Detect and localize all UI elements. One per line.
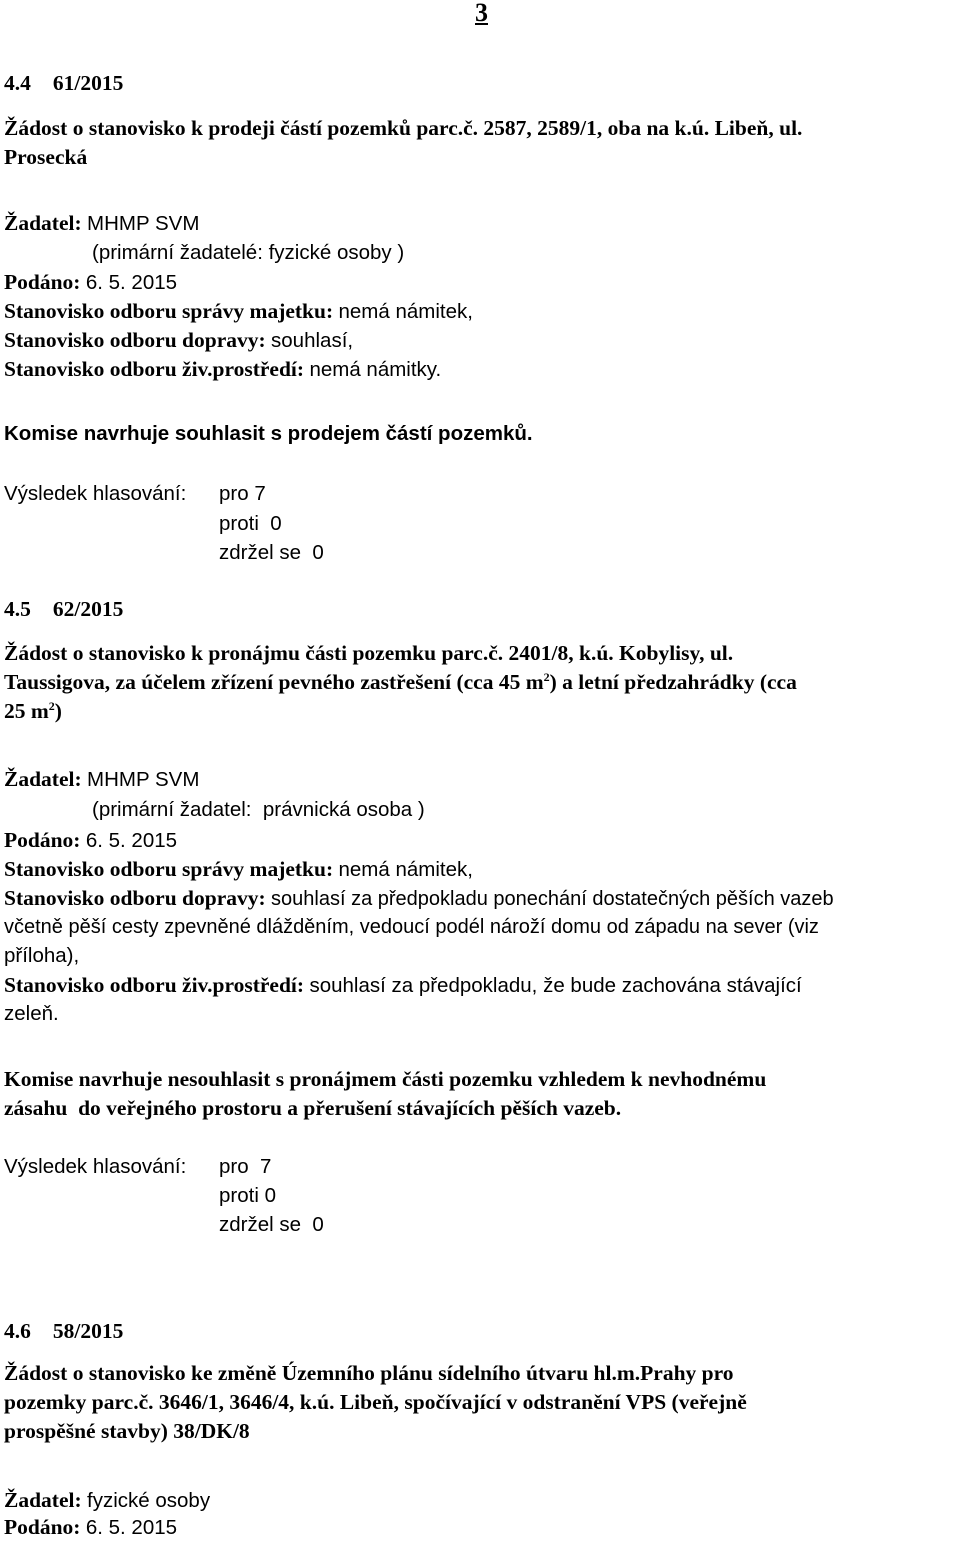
superscript: 2 bbox=[48, 699, 55, 713]
opinion-label: Stanovisko odboru správy majetku: bbox=[4, 299, 334, 323]
opinion-row bbox=[4, 330, 353, 352]
submitted-label: Podáno: bbox=[4, 1515, 81, 1539]
opinion-text: souhlasí za předpokladu, že bude zachována stávající bbox=[309, 974, 802, 997]
vote-for: pro 7 bbox=[219, 1155, 272, 1178]
opinion-text: nemá námitek, bbox=[338, 858, 473, 881]
commission-proposal: Komise navrhuje nesouhlasit s pronájmem části pozemku vzhledem k nevhodnému bbox=[4, 1067, 767, 1091]
subject-text: 25 m bbox=[4, 699, 49, 723]
applicant-row bbox=[4, 1490, 210, 1512]
opinion-text: zeleň. bbox=[4, 1002, 59, 1025]
submitted-row bbox=[4, 272, 177, 294]
vote-result bbox=[4, 484, 266, 505]
opinion-row bbox=[4, 359, 441, 381]
superscript: 2 bbox=[543, 670, 550, 684]
subject-line: prospěšné stavby) 38/DK/8 bbox=[4, 1419, 250, 1443]
subject-line bbox=[4, 672, 797, 694]
item-id: 4.5 bbox=[4, 597, 31, 621]
submitted-row bbox=[4, 1517, 177, 1539]
opinion-row bbox=[4, 888, 834, 910]
item-id: 4.6 bbox=[4, 1319, 31, 1343]
submitted-value: 6. 5. 2015 bbox=[85, 829, 178, 852]
item-heading bbox=[4, 73, 123, 95]
vote-label: Výsledek hlasování: bbox=[4, 482, 187, 505]
item-heading bbox=[4, 1321, 123, 1343]
submitted-row bbox=[4, 830, 177, 852]
opinion-text: včetně pěší cesty zpevněné dlážděním, vedoucí podél nároží domu od západu na sever (viz bbox=[4, 916, 819, 938]
item-id: 4.4 bbox=[4, 71, 31, 95]
primary-applicant: (primární žadatel: právnická osoba ) bbox=[92, 798, 425, 821]
item-number: 58/2015 bbox=[52, 1319, 124, 1343]
vote-for: pro 7 bbox=[219, 482, 266, 505]
opinion-label: Stanovisko odboru živ.prostředí: bbox=[4, 357, 305, 381]
subject-text: ) a letní předzahrádky (cca bbox=[549, 670, 797, 694]
subject-line: Žádost o stanovisko k prodeji částí pozemků parc.č. 2587, 2589/1, oba na k.ú. Libeň, ul. bbox=[4, 116, 803, 140]
applicant-row bbox=[4, 213, 199, 235]
opinion-text: nemá námitek, bbox=[338, 300, 473, 323]
opinion-label: Stanovisko odboru dopravy: bbox=[4, 328, 266, 352]
vote-result bbox=[4, 1157, 271, 1178]
opinion-label: Stanovisko odboru správy majetku: bbox=[4, 857, 334, 881]
item-number: 62/2015 bbox=[52, 597, 124, 621]
opinion-text: souhlasí za předpokladu ponechání dostatečných pěších vazeb bbox=[271, 888, 834, 910]
applicant-label: Žadatel: bbox=[4, 211, 82, 235]
applicant-label: Žadatel: bbox=[4, 767, 82, 791]
subject-line: Prosecká bbox=[4, 145, 88, 169]
submitted-value: 6. 5. 2015 bbox=[85, 1516, 178, 1539]
opinion-row bbox=[4, 301, 473, 323]
vote-against: proti 0 bbox=[219, 512, 282, 535]
page-number: 3 bbox=[475, 0, 488, 27]
opinion-text: nemá námitky. bbox=[309, 358, 442, 381]
subject-line: pozemky parc.č. 3646/1, 3646/4, k.ú. Libeň, spočívající v odstranění VPS (veřejně bbox=[4, 1390, 747, 1414]
applicant-label: Žadatel: bbox=[4, 1488, 82, 1512]
applicant-row bbox=[4, 769, 199, 791]
opinion-row bbox=[4, 975, 802, 997]
item-heading bbox=[4, 599, 123, 621]
item-number: 61/2015 bbox=[52, 71, 124, 95]
opinion-label: Stanovisko odboru živ.prostředí: bbox=[4, 973, 305, 997]
vote-against: proti 0 bbox=[219, 1184, 276, 1207]
commission-proposal: zásahu do veřejného prostoru a přerušení stávajících pěších vazeb. bbox=[4, 1096, 622, 1120]
subject-text: ) bbox=[54, 699, 62, 723]
subject-text: Taussigova, za účelem zřízení pevného zastřešení (cca 45 m bbox=[4, 670, 544, 694]
subject-line: Žádost o stanovisko k pronájmu části pozemku parc.č. 2401/8, k.ú. Kobylisy, ul. bbox=[4, 641, 734, 665]
applicant-value: MHMP SVM bbox=[87, 768, 200, 791]
submitted-label: Podáno: bbox=[4, 270, 81, 294]
opinion-text: souhlasí, bbox=[271, 329, 354, 352]
vote-label: Výsledek hlasování: bbox=[4, 1155, 187, 1178]
commission-proposal: Komise navrhuje souhlasit s prodejem částí pozemků. bbox=[4, 422, 533, 445]
opinion-text: příloha), bbox=[4, 944, 80, 967]
applicant-value: fyzické osoby bbox=[87, 1489, 211, 1512]
subject-line: Žádost o stanovisko ke změně Územního plánu sídelního útvaru hl.m.Prahy pro bbox=[4, 1361, 734, 1385]
submitted-value: 6. 5. 2015 bbox=[85, 271, 178, 294]
vote-abstain: zdržel se 0 bbox=[219, 1213, 324, 1236]
submitted-label: Podáno: bbox=[4, 828, 81, 852]
opinion-row bbox=[4, 859, 473, 881]
applicant-value: MHMP SVM bbox=[87, 212, 200, 235]
opinion-label: Stanovisko odboru dopravy: bbox=[4, 886, 266, 910]
primary-applicant: (primární žadatelé: fyzické osoby ) bbox=[92, 241, 405, 264]
vote-abstain: zdržel se 0 bbox=[219, 541, 324, 564]
subject-line bbox=[4, 701, 62, 723]
